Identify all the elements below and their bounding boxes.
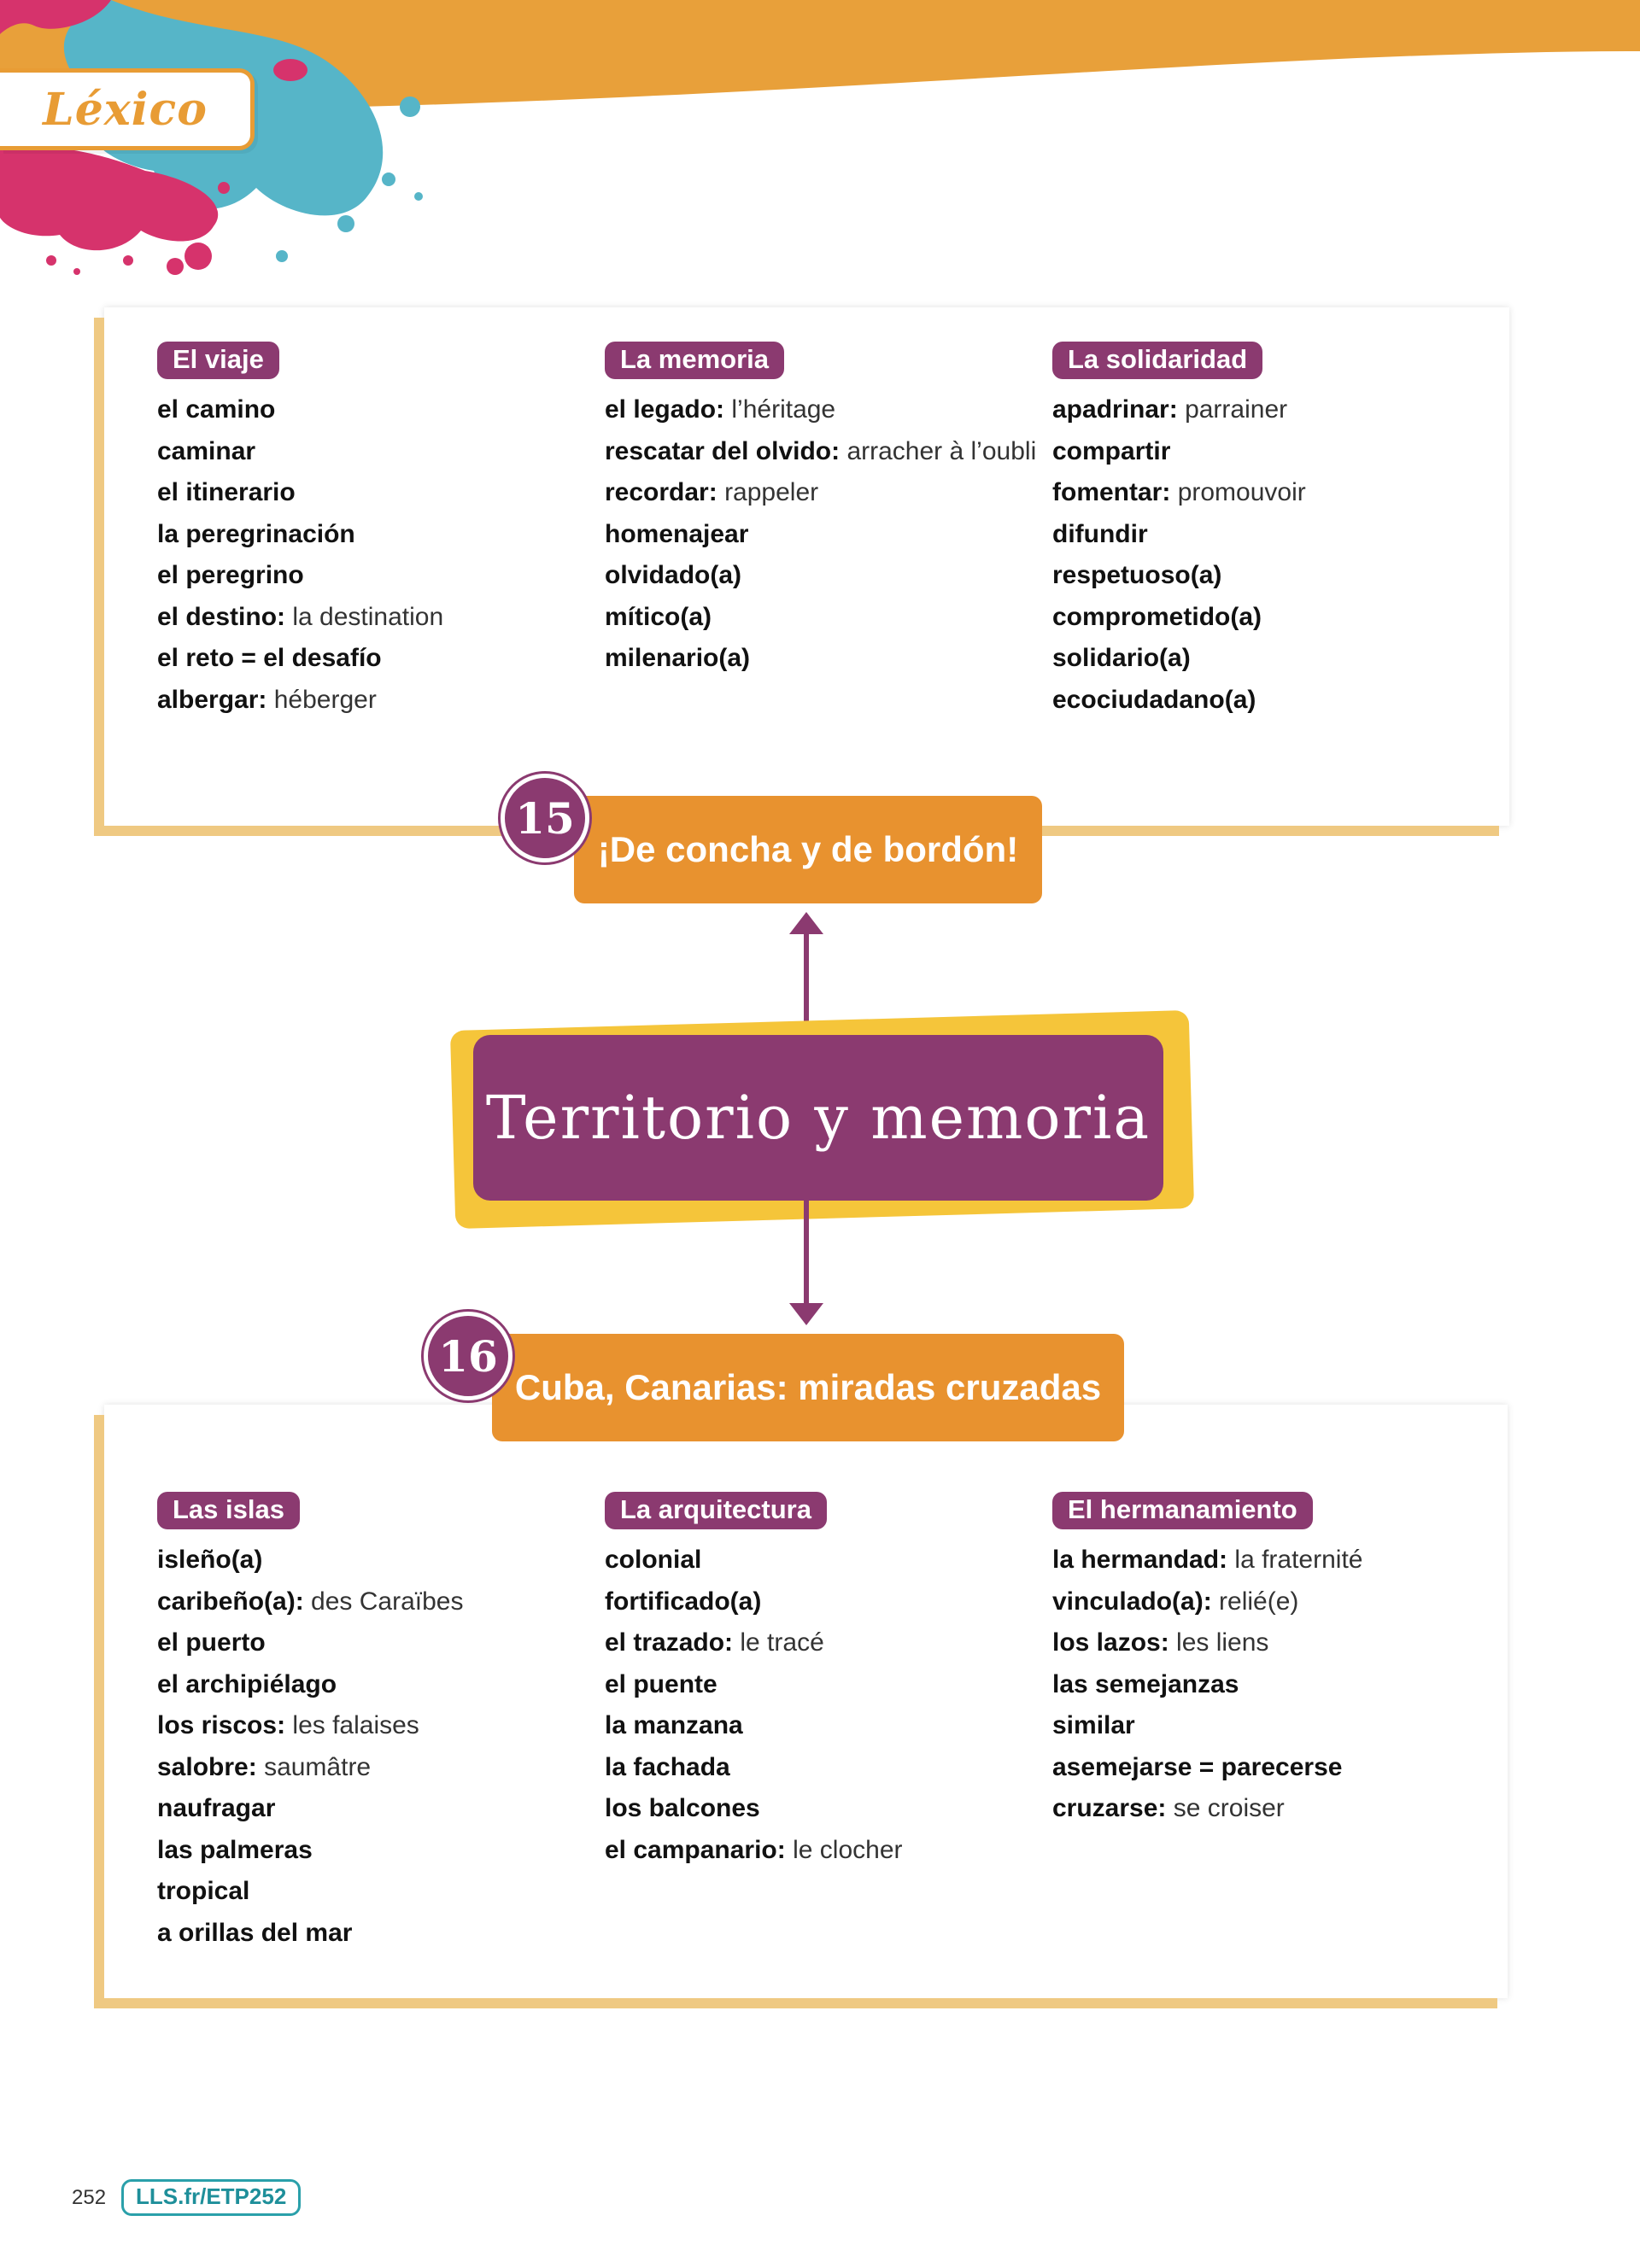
vocab-term: colonial (605, 1546, 702, 1574)
vocab-term: el trazado: (605, 1628, 734, 1657)
vocab-item (605, 1788, 903, 1830)
vocab-item (1052, 680, 1306, 722)
vocab-item (157, 1788, 463, 1830)
vocab-term: el peregrino (157, 561, 304, 589)
vocab-item (1052, 1788, 1362, 1830)
vocab-item (1052, 514, 1306, 556)
vocab-term: los riscos: (157, 1711, 286, 1739)
vocab-item (605, 597, 1036, 639)
vocab-term: la manzana (605, 1711, 743, 1739)
vocab-column-el-hermanamiento (1052, 1492, 1362, 1830)
vocab-column-las-islas (157, 1492, 463, 1954)
vocab-item (605, 514, 1036, 556)
vocab-term: asemejarse = parecerse (1052, 1752, 1343, 1781)
vocab-term: tropical (157, 1877, 250, 1905)
vocab-item (157, 1830, 463, 1872)
column-heading: El viaje (157, 342, 279, 379)
vocab-list (1052, 389, 1306, 721)
vocab-list (605, 1540, 903, 1871)
vocab-item (157, 597, 443, 639)
vocab-term: fortificado(a) (605, 1587, 762, 1616)
vocab-term: caribeño(a): (157, 1587, 304, 1616)
vocab-term: milenario(a) (605, 644, 751, 672)
vocab-term: el archipiélago (157, 1669, 337, 1698)
vocab-term: la peregrinación (157, 519, 355, 548)
vocab-item (1052, 1664, 1362, 1706)
vocab-term: mítico(a) (605, 602, 712, 631)
vocab-translation: promouvoir (1177, 478, 1306, 506)
vocab-term: el campanario: (605, 1835, 786, 1864)
vocab-term: las semejanzas (1052, 1669, 1239, 1698)
column-heading: La arquitectura (605, 1492, 827, 1529)
vocab-column-la-memoria (605, 342, 1036, 680)
vocab-list (157, 389, 443, 721)
vocab-item (157, 472, 443, 514)
column-heading: La solidaridad (1052, 342, 1262, 379)
vocab-translation: le tracé (740, 1628, 824, 1657)
vocab-term: ecociudadano(a) (1052, 685, 1256, 714)
footer-resource-link[interactable]: LLS.fr/ETP252 (121, 2179, 301, 2216)
vocab-translation: parrainer (1185, 395, 1288, 424)
vocab-term: el itinerario (157, 478, 296, 506)
arrow-up-icon (789, 912, 823, 938)
arrow-down-icon (789, 1303, 823, 1329)
vocab-translation: la destination (292, 602, 444, 631)
vocab-item (1052, 1622, 1362, 1664)
vocab-item (157, 1581, 463, 1623)
unit-16-number-badge (424, 1312, 512, 1400)
vocab-translation: les liens (1176, 1628, 1269, 1657)
vocab-term: compartir (1052, 436, 1171, 465)
vocab-translation: saumâtre (264, 1752, 372, 1781)
vocab-translation: le clocher (793, 1835, 903, 1864)
unit-16-title-banner[interactable] (492, 1334, 1124, 1441)
vocab-item (605, 638, 1036, 680)
vocab-term: la fachada (605, 1752, 730, 1781)
vocab-term: el puente (605, 1669, 718, 1698)
vocab-list (157, 1540, 463, 1954)
vocab-term: salobre: (157, 1752, 257, 1781)
vocab-item (157, 638, 443, 680)
vocab-column-la-solidaridad (1052, 342, 1306, 721)
vocab-item (157, 1747, 463, 1789)
vocab-item (605, 1705, 903, 1747)
vocab-item (157, 1664, 463, 1706)
vocab-item (1052, 1705, 1362, 1747)
vocab-translation: la fraternité (1234, 1546, 1363, 1574)
vocab-item (157, 555, 443, 597)
vocab-item (605, 431, 1036, 473)
central-title: Territorio y memoria (485, 1083, 1151, 1153)
vocab-translation: les falaises (292, 1711, 419, 1739)
vocab-term: los balcones (605, 1794, 760, 1822)
vocab-item (605, 555, 1036, 597)
vocab-translation: arracher à l’oubli (846, 436, 1037, 465)
vocab-item (157, 1622, 463, 1664)
vocab-term: homenajear (605, 519, 749, 548)
vocab-item (1052, 472, 1306, 514)
vocab-term: naufragar (157, 1794, 276, 1822)
vocab-item (1052, 555, 1306, 597)
vocab-term: el destino: (157, 602, 286, 631)
connector-line-down (804, 1201, 809, 1306)
vocab-term: el puerto (157, 1628, 266, 1657)
vocab-term: vinculado(a): (1052, 1587, 1212, 1616)
column-heading: Las islas (157, 1492, 300, 1529)
vocab-column-la-arquitectura (605, 1492, 903, 1871)
vocab-term: respetuoso(a) (1052, 561, 1222, 589)
vocabulary-card-unit-15 (104, 307, 1509, 826)
vocab-item (605, 1581, 903, 1623)
vocab-item (157, 431, 443, 473)
vocab-term: solidario(a) (1052, 644, 1191, 672)
vocab-item (605, 472, 1036, 514)
vocab-translation: héberger (273, 685, 377, 714)
vocab-list (605, 389, 1036, 680)
vocab-item (1052, 1581, 1362, 1623)
vocab-translation: l’héritage (731, 395, 836, 424)
vocab-item (1052, 638, 1306, 680)
unit-15-number-badge (501, 774, 589, 862)
vocab-term: los lazos: (1052, 1628, 1169, 1657)
section-label: Léxico (43, 83, 208, 136)
vocab-term: las palmeras (157, 1835, 313, 1864)
central-title-box (473, 1035, 1163, 1201)
vocab-term: la hermandad: (1052, 1546, 1228, 1574)
vocab-term: rescatar del olvido: (605, 436, 840, 465)
vocab-list (1052, 1540, 1362, 1830)
vocab-translation: relié(e) (1219, 1587, 1299, 1616)
vocab-item (157, 1913, 463, 1955)
vocab-term: similar (1052, 1711, 1135, 1739)
vocab-item (157, 514, 443, 556)
vocab-translation: des Caraïbes (311, 1587, 464, 1616)
vocab-term: recordar: (605, 478, 718, 506)
vocab-item (157, 389, 443, 431)
vocab-translation: se croiser (1173, 1794, 1285, 1822)
vocab-item (605, 1830, 903, 1872)
vocab-term: el legado: (605, 395, 725, 424)
vocab-item (157, 1705, 463, 1747)
vocab-term: a orillas del mar (157, 1918, 353, 1947)
vocab-term: caminar (157, 436, 256, 465)
vocab-term: albergar: (157, 685, 267, 714)
vocab-term: comprometido(a) (1052, 602, 1262, 631)
vocab-term: fomentar: (1052, 478, 1171, 506)
vocab-term: isleño(a) (157, 1546, 263, 1574)
vocab-item (157, 1540, 463, 1581)
vocab-term: olvidado(a) (605, 561, 742, 589)
vocab-item (1052, 389, 1306, 431)
vocabulary-card-unit-16 (104, 1405, 1508, 1998)
vocab-item (605, 1664, 903, 1706)
vocab-term: cruzarse: (1052, 1794, 1167, 1822)
vocab-item (1052, 597, 1306, 639)
vocab-term: el camino (157, 395, 276, 424)
vocab-item (1052, 431, 1306, 473)
vocab-column-el-viaje (157, 342, 443, 721)
unit-16-title: Cuba, Canarias: miradas cruzadas (514, 1367, 1102, 1407)
column-heading: El hermanamiento (1052, 1492, 1313, 1529)
vocab-item (605, 389, 1036, 431)
vocab-term: apadrinar: (1052, 395, 1178, 424)
vocab-item (157, 680, 443, 722)
unit-15-title: ¡De concha y de bordón! (597, 829, 1019, 869)
vocab-item (605, 1747, 903, 1789)
section-label-tab (0, 68, 255, 150)
vocab-item (157, 1871, 463, 1913)
vocab-translation: rappeler (724, 478, 819, 506)
vocab-item (1052, 1540, 1362, 1581)
vocab-item (605, 1540, 903, 1581)
unit-15-title-banner[interactable] (574, 796, 1042, 903)
unit-16-number: 16 (438, 1330, 498, 1382)
unit-15-number: 15 (515, 792, 575, 844)
vocab-term: difundir (1052, 519, 1148, 548)
vocab-item (605, 1622, 903, 1664)
page-number: 252 (72, 2186, 107, 2209)
vocab-item (1052, 1747, 1362, 1789)
column-heading: La memoria (605, 342, 784, 379)
vocab-term: el reto = el desafío (157, 644, 382, 672)
